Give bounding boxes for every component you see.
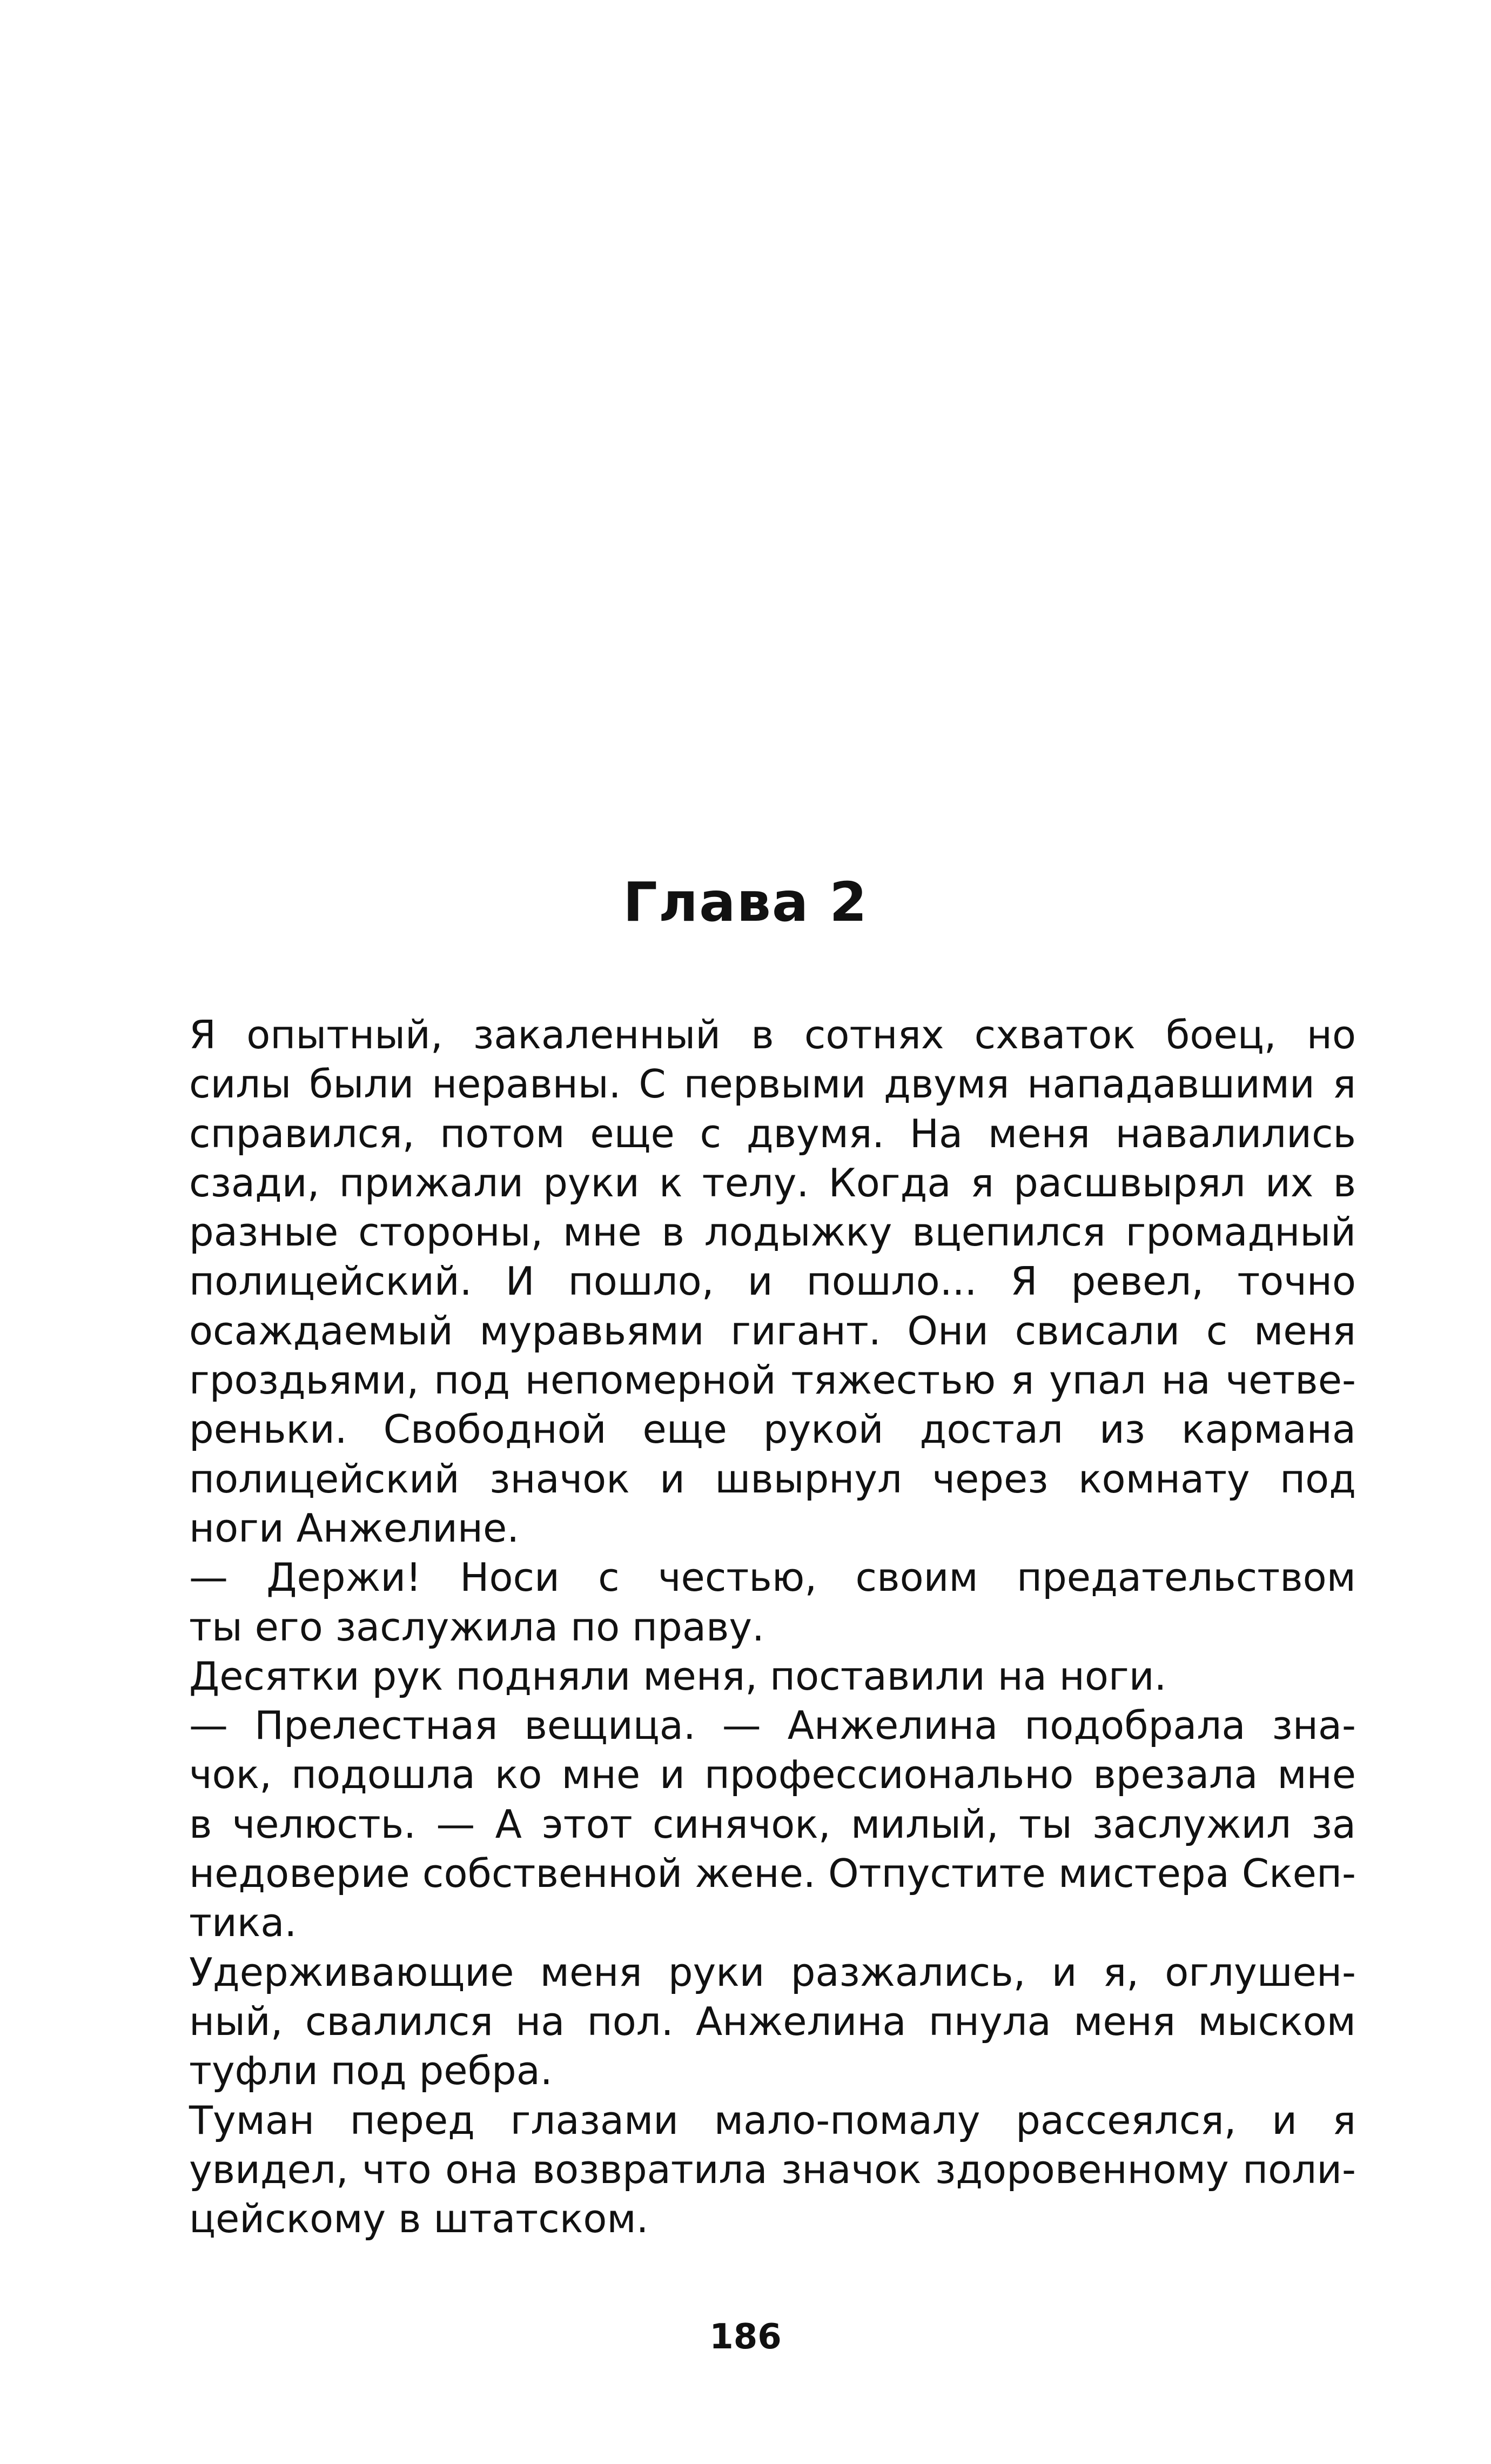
body-text (189, 1010, 1356, 2244)
text-line: цейскому в штатском. (189, 2196, 649, 2242)
text-line: ноги Анжелине. (189, 1505, 520, 1551)
chapter-title: Глава 2 (623, 871, 868, 934)
text-line: — Прелестная вещица. — Анжелина подобрала зна- (189, 1703, 1356, 1749)
page-number: 186 (709, 2317, 782, 2357)
text-line: — Держи! Носи с честью, своим предательством (189, 1555, 1356, 1601)
text-line: сзади, прижали руки к телу. Когда я расшвырял их в (189, 1160, 1356, 1206)
text-line: полицейский значок и швырнул через комнату под (189, 1456, 1356, 1502)
text-line: тика. (189, 1900, 297, 1946)
text-line: Десятки рук подняли меня, поставили на ноги. (189, 1653, 1167, 1699)
text-line: Туман перед глазами мало-помалу рассеялся, и я (189, 2097, 1356, 2143)
text-line: ный, свалился на пол. Анжелина пнула меня мыском (189, 1998, 1356, 2044)
text-line: чок, подошла ко мне и профессионально врезала мне (189, 1752, 1356, 1798)
text-line: гроздьями, под непомерной тяжестью я упал на четве- (189, 1357, 1356, 1403)
text-line: туфли под ребра. (189, 2048, 553, 2094)
text-line: реньки. Свободной еще рукой достал из кармана (189, 1407, 1356, 1452)
text-line: разные стороны, мне в лодыжку вцепился громадный (189, 1209, 1356, 1255)
text-line: Удерживающие меня руки разжались, и я, оглушен- (189, 1949, 1356, 1995)
text-line: ты его заслужила по праву. (189, 1604, 764, 1650)
text-line: полицейский. И пошло, и пошло... Я ревел, точно (189, 1258, 1356, 1304)
text-line: осаждаемый муравьями гигант. Они свисали с меня (189, 1308, 1356, 1354)
text-line: силы были неравны. С первыми двумя нападавшими я (189, 1061, 1356, 1107)
text-line: недоверие собственной жене. Отпустите мистера Скеп- (189, 1851, 1356, 1897)
text-line: увидел, что она возвратила значок здоровенному поли- (189, 2146, 1356, 2192)
text-line: в челюсть. — А этот синячок, милый, ты заслужил за (189, 1801, 1356, 1847)
text-line: Я опытный, закаленный в сотнях схваток боец, но (189, 1012, 1356, 1057)
text-line: справился, потом еще с двумя. На меня навалились (189, 1110, 1356, 1156)
